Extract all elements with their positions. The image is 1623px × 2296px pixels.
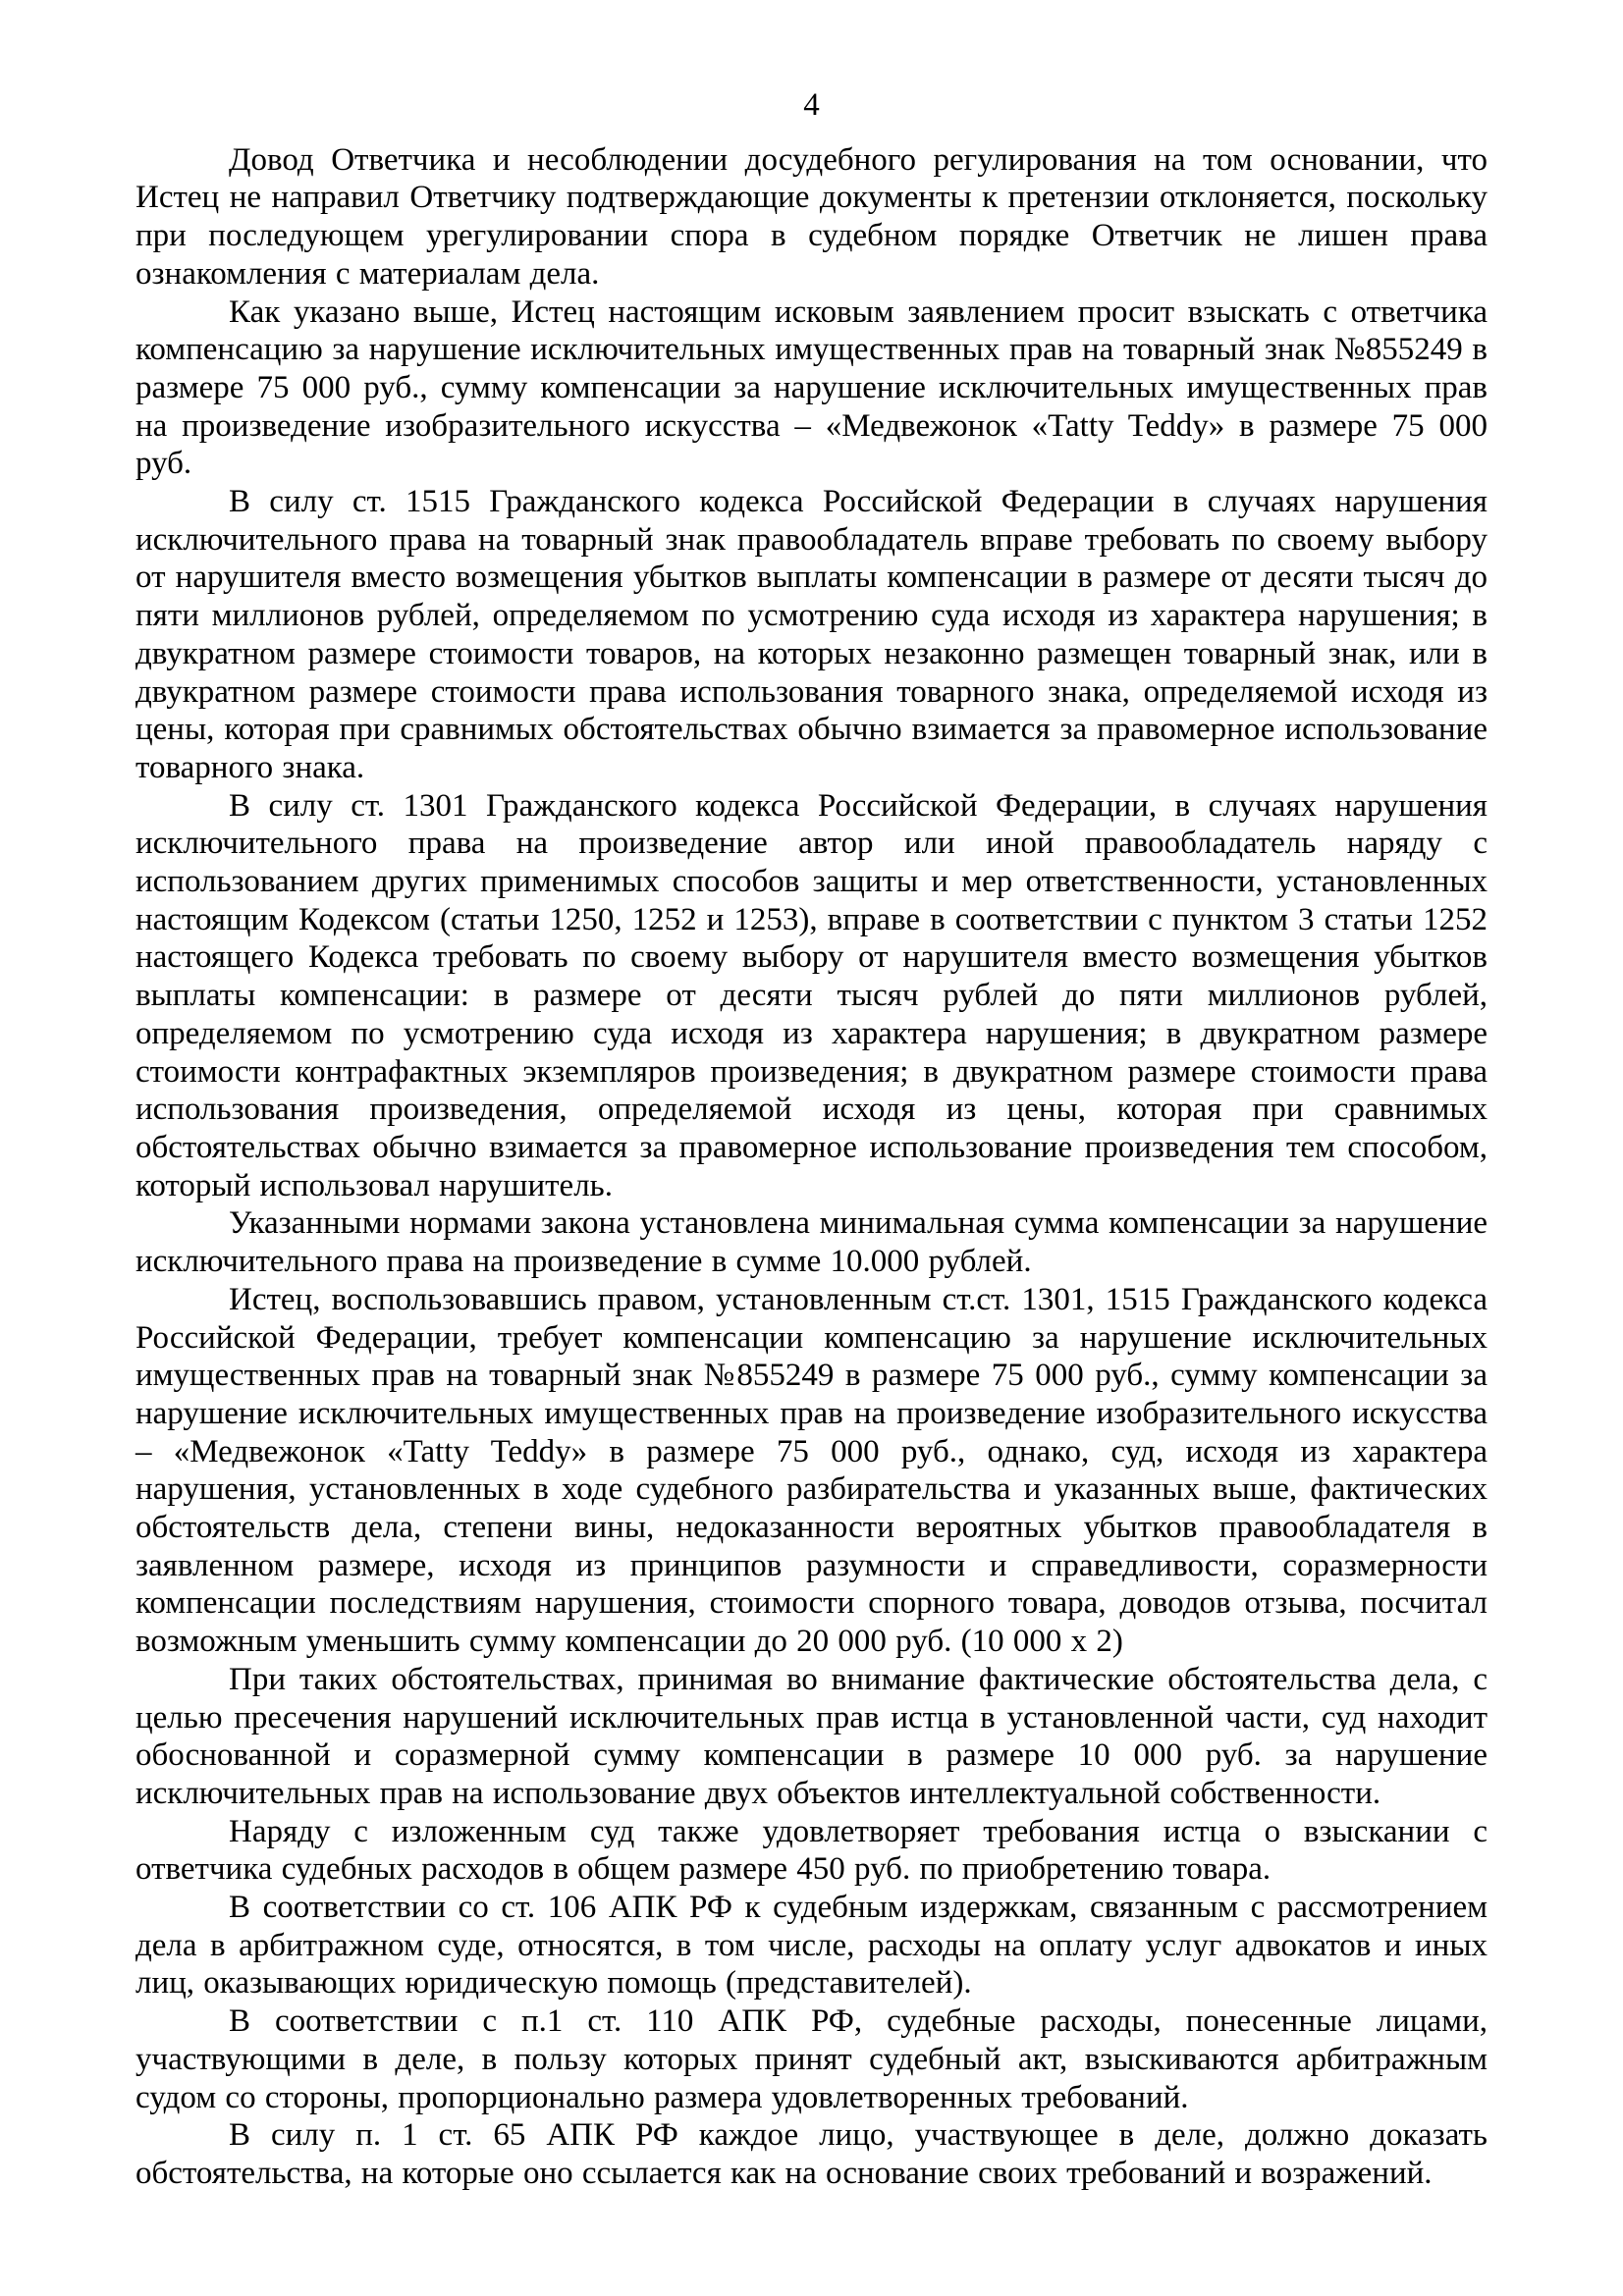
- paragraph-article-110: В соответствии с п.1 ст. 110 АПК РФ, судебные расходы, понесенные лицами, участвующими в деле, в пользу которых принят судебный акт, взыскиваются арбитражным судом со стороны, пропорционально размера удовлетворенных требований.: [135, 2003, 1488, 2115]
- paragraph-article-65: В силу п. 1 ст. 65 АПК РФ каждое лицо, участвующее в деле, должно доказать обстоятельства, на которые оно ссылается как на основание своих требований и возражений.: [135, 2117, 1488, 2191]
- paragraph-article-1301: В силу ст. 1301 Гражданского кодекса Российской Федерации, в случаях нарушения исключительного права на произведение автор или иной правообладатель наряду с использованием других применимых способов защиты и мер ответственности, установленных настоящим Кодексом (статьи 1250, 1252 и 1253), вправе в соответствии с пунктом 3 статьи 1252 настоящего Кодекса требовать по своему выбору от нарушителя вместо возмещения убытков выплаты компенсации: в размере от десяти тысяч рублей до пяти миллионов рублей, определяемом по усмотрению суда исходя из характера нарушения; в двукратном размере стоимости контрафактных экземпляров произведения; в двукратном размере стоимости права использования произведения, определяемой исходя из цены, которая при сравнимых обстоятельствах обычно взимается за правомерное использование произведения тем способом, который использовал нарушитель.: [135, 787, 1488, 1203]
- paragraph-article-106: В соответствии со ст. 106 АПК РФ к судебным издержкам, связанным с рассмотрением дела в арбитражном суде, относятся, в том числе, расходы на оплату услуг адвокатов и иных лиц, оказывающих юридическую помощь (представителей).: [135, 1890, 1488, 2002]
- document-body: [135, 141, 1488, 2193]
- paragraph-court-costs: Наряду с изложенным суд также удовлетворяет требования истца о взыскании с ответчика судебных расходов в общем размере 450 руб. по приобретению товара.: [135, 1813, 1488, 1888]
- paragraph-claim-summary: Как указано выше, Истец настоящим исковым заявлением просит взыскать с ответчика компенсацию за нарушение исключительных имущественных прав на товарный знак №855249 в размере 75 000 руб., сумму компенсации за нарушение исключительных имущественных прав на произведение изобразительного искусства – «Медвежонок «Tatty Teddy» в размере 75 000 руб.: [135, 294, 1488, 482]
- paragraph-claim-rejection: Довод Ответчика и несоблюдении досудебного регулирования на том основании, что Истец не направил Ответчику подтверждающие документы к претензии отклоняется, поскольку при последующем урегулировании спора в судебном порядке Ответчик не лишен права ознакомления с материалам дела.: [135, 141, 1488, 292]
- page-number: 4: [803, 87, 820, 123]
- paragraph-compensation-reduction: Истец, воспользовавшись правом, установленным ст.ст. 1301, 1515 Гражданского кодекса Российской Федерации, требует компенсации компенсацию за нарушение исключительных имущественных прав на товарный знак №855249 в размере 75 000 руб., сумму компенсации за нарушение исключительных имущественных прав на произведение изобразительного искусства – «Медвежонок «Tatty Teddy» в размере 75 000 руб., однако, суд, исходя из характера нарушения, установленных в ходе судебного разбирательства и указанных выше, фактических обстоятельств дела, степени вины, недоказанности вероятных убытков правообладателя в заявленном размере, исходя из принципов разумности и справедливости, соразмерности компенсации последствиям нарушения, стоимости спорного товара, доводов отзыва, посчитал возможным уменьшить сумму компенсации до 20 000 руб. (10 000 х 2): [135, 1281, 1488, 1660]
- paragraph-court-finding: При таких обстоятельствах, принимая во внимание фактические обстоятельства дела, с целью пресечения нарушений исключительных прав истца в установленной части, суд находит обоснованной и соразмерной сумму компенсации в размере 10 000 руб. за нарушение исключительных прав на использование двух объектов интеллектуальной собственности.: [135, 1661, 1488, 1811]
- paragraph-article-1515: В силу ст. 1515 Гражданского кодекса Российской Федерации в случаях нарушения исключительного права на товарный знак правообладатель вправе требовать по своему выбору от нарушителя вместо возмещения убытков выплаты компенсации в размере от десяти тысяч до пяти миллионов рублей, определяемом по усмотрению суда исходя из характера нарушения; в двукратном размере стоимости товаров, на которых незаконно размещен товарный знак, или в двукратном размере стоимости права использования товарного знака, определяемой исходя из цены, которая при сравнимых обстоятельствах обычно взимается за правомерное использование товарного знака.: [135, 484, 1488, 785]
- paragraph-minimum-compensation: Указанными нормами закона установлена минимальная сумма компенсации за нарушение исключительного права на произведение в сумме 10.000 рублей.: [135, 1205, 1488, 1280]
